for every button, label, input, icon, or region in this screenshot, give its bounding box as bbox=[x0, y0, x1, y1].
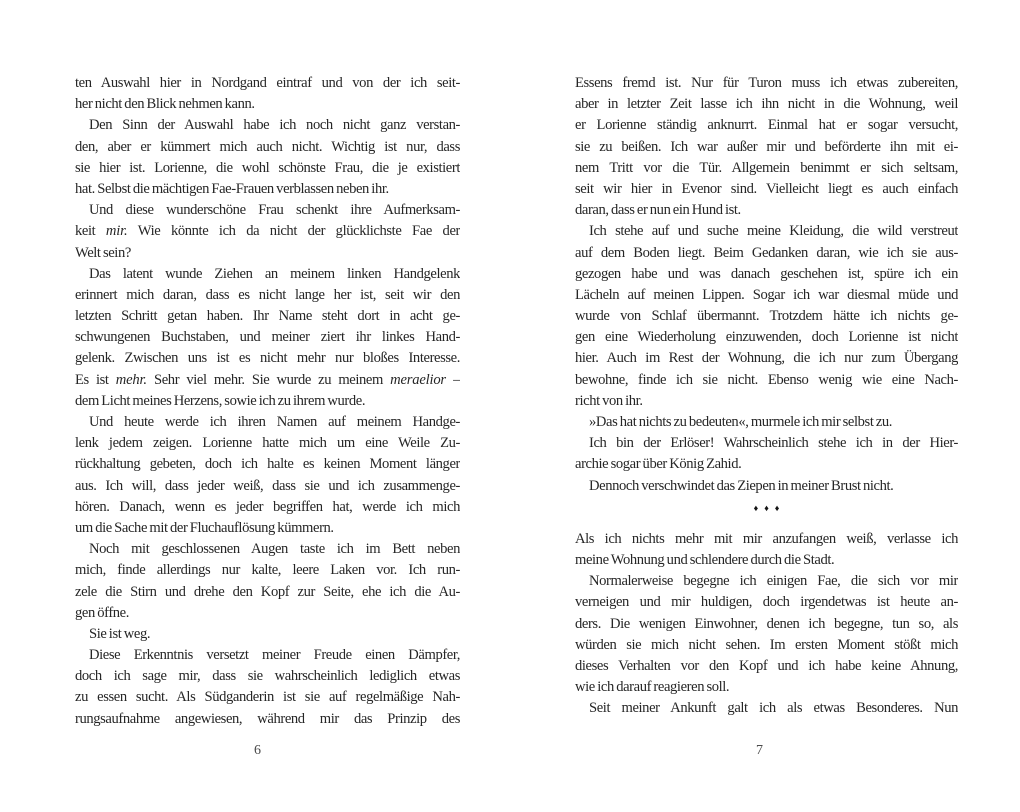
text-line: würden sie mich nicht sehen. Im ersten Moment stößt mich bbox=[575, 636, 958, 653]
left-page-text bbox=[75, 73, 460, 730]
text-line: erinnert mich daran, dass es nicht lange her ist, seit wir den bbox=[75, 286, 460, 303]
text-line: gezogen habe und was danach geschehen ist, spüre ich ein bbox=[575, 265, 958, 282]
right-page-text-bottom bbox=[575, 529, 958, 720]
text-line: Das latent wunde Ziehen an meinem linken Handgelenk bbox=[89, 265, 460, 282]
text-line: zele die Stirn und drehe den Kopf zur Seite, ehe ich die Au- bbox=[75, 583, 460, 600]
text-line: bewohne, finde ich sie nicht. Ebenso wenig wie eine Nach- bbox=[575, 371, 958, 388]
text-line: Diese Erkenntnis versetzt meiner Freude einen Dämpfer, bbox=[89, 647, 460, 664]
page-number-right: 7 bbox=[756, 743, 763, 758]
text-line: keit mir. Wie könnte ich da nicht der glücklichste Fae der bbox=[75, 223, 460, 240]
book-page-right bbox=[575, 73, 958, 719]
text-line: Es ist mehr. Sehr viel mehr. Sie wurde zu meinem meraelior – bbox=[75, 371, 460, 388]
text-line: ten Auswahl hier in Nordgand eintraf und von der ich seit- bbox=[75, 75, 460, 91]
text-line: schwungenen Buchstaben, und meiner ziert ihr linkes Hand- bbox=[75, 329, 460, 346]
text-line: richt von ihr. bbox=[575, 392, 643, 409]
text-line: er Lorienne ständig anknurrt. Einmal hat er sogar versucht, bbox=[575, 117, 958, 134]
text-line: Und diese wunderschöne Frau schenkt ihre Aufmerksam- bbox=[89, 202, 460, 219]
text-line: letzten Schritt getan haben. Ihr Name steht dort in acht ge- bbox=[75, 308, 460, 325]
text-line: seit wir hier in Evenor sind. Vielleicht liegt es auch einfach bbox=[575, 180, 958, 197]
text-line: zu essen sucht. Als Südganderin ist sie auf regelmäßige Nah- bbox=[75, 689, 460, 706]
text-line: »Das hat nichts zu bedeuten«, murmele ich mir selbst zu. bbox=[589, 414, 893, 430]
text-line: Und heute werde ich ihren Namen auf meinem Handge- bbox=[89, 414, 460, 430]
page-number-left: 6 bbox=[254, 743, 261, 758]
text-line: meine Wohnung und schlendere durch die Stadt. bbox=[575, 551, 835, 568]
text-line: hat. Selbst die mächtigen Fae-Frauen verblassen neben ihr. bbox=[75, 180, 389, 197]
text-line: gen eine Wiederholung einzuwenden, doch Lorienne ist nicht bbox=[575, 329, 958, 346]
text-line: Lächeln auf meinen Lippen. Sogar ich war diesmal müde und bbox=[575, 286, 958, 303]
text-line: wurde von Schlaf übermannt. Trotzdem hätte ich nichts ge- bbox=[575, 308, 958, 325]
text-line: dieses Verhalten vor den Kopf und ich habe keine Ahnung, bbox=[575, 657, 958, 674]
text-line: verneigen und mir huldigen, doch irgendetwas ist heute an- bbox=[575, 594, 958, 611]
text-line: Als ich nichts mehr mit mir anzufangen weiß, verlasse ich bbox=[575, 530, 958, 547]
text-line: daran, dass er nun ein Hund ist. bbox=[575, 202, 741, 219]
text-line: gelenk. Zwischen uns ist es nicht mehr nur bloßes Interesse. bbox=[75, 350, 460, 367]
text-line: rungsaufnahme angewiesen, während mir das Prinzip des bbox=[75, 710, 460, 727]
text-line: Essens fremd ist. Nur für Turon muss ich etwas zubereiten, bbox=[575, 75, 958, 91]
text-line: hier. Auch im Rest der Wohnung, die ich nur zum Übergang bbox=[575, 350, 958, 367]
text-line: sie zu beißen. Ich war außer mir und beförderte ihn mit ei- bbox=[575, 138, 958, 155]
text-line: den, aber er kümmert mich auch nicht. Wichtig ist nur, dass bbox=[75, 138, 460, 155]
text-line: aber in letzter Zeit lasse ich ihn nicht in die Wohnung, weil bbox=[575, 96, 958, 113]
text-line: gen öffne. bbox=[75, 604, 129, 621]
text-line: lenk jedem zeigen. Lorienne hatte mich um eine Weile Zu- bbox=[75, 435, 460, 452]
text-line: Ich stehe auf und suche meine Kleidung, die wild verstreut bbox=[589, 223, 958, 240]
text-line: ders. Die wenigen Einwohner, denen ich begegne, tun so, als bbox=[575, 615, 958, 632]
text-line: Welt sein? bbox=[75, 244, 131, 261]
section-break-ornament: ♦♦♦ bbox=[753, 502, 786, 513]
text-line: Den Sinn der Auswahl habe ich noch nicht ganz verstan- bbox=[89, 117, 460, 134]
text-line: dem Licht meines Herzens, sowie ich zu ihrem wurde. bbox=[75, 392, 366, 409]
text-line: her nicht den Blick nehmen kann. bbox=[75, 96, 255, 113]
book-page-left bbox=[75, 73, 460, 730]
text-line: rückhaltung gebeten, doch ich halte es keinen Moment länger bbox=[75, 456, 460, 473]
text-line: aus. Ich will, dass jeder weiß, dass sie und ich zusammenge- bbox=[75, 477, 460, 494]
text-line: hören. Danach, wenn es jeder begriffen hat, werde ich mich bbox=[75, 498, 460, 515]
text-line: Noch mit geschlossenen Augen taste ich im Bett neben bbox=[89, 541, 460, 558]
text-line: doch ich sage mir, dass sie wahrscheinlich lediglich etwas bbox=[75, 668, 460, 685]
text-line: um die Sache mit der Fluchauflösung kümmern. bbox=[75, 519, 334, 536]
text-line: wie ich darauf reagieren soll. bbox=[575, 679, 730, 696]
text-line: Dennoch verschwindet das Ziepen in meiner Brust nicht. bbox=[589, 477, 894, 494]
right-page-text-top bbox=[575, 73, 958, 497]
text-line: auf dem Boden liegt. Beim Gedanken daran, wie ich sie aus- bbox=[575, 244, 958, 261]
text-line: Normalerweise begegne ich einigen Fae, die sich vor mir bbox=[589, 573, 958, 590]
text-line: archie sogar über König Zahid. bbox=[575, 456, 742, 473]
text-line: Seit meiner Ankunft galt ich als etwas Besonderes. Nun bbox=[589, 700, 958, 717]
text-line: sie hier ist. Lorienne, die wohl schönste Frau, die je existiert bbox=[75, 159, 460, 176]
text-line: mich, finde allerdings nur kalte, leere Laken vor. Ich run- bbox=[75, 562, 460, 579]
text-line: Sie ist weg. bbox=[89, 625, 151, 642]
text-line: nem Tritt vor die Tür. Allgemein benimmt er sich seltsam, bbox=[575, 159, 958, 176]
text-line: Ich bin der Erlöser! Wahrscheinlich stehe ich in der Hier- bbox=[589, 435, 958, 452]
